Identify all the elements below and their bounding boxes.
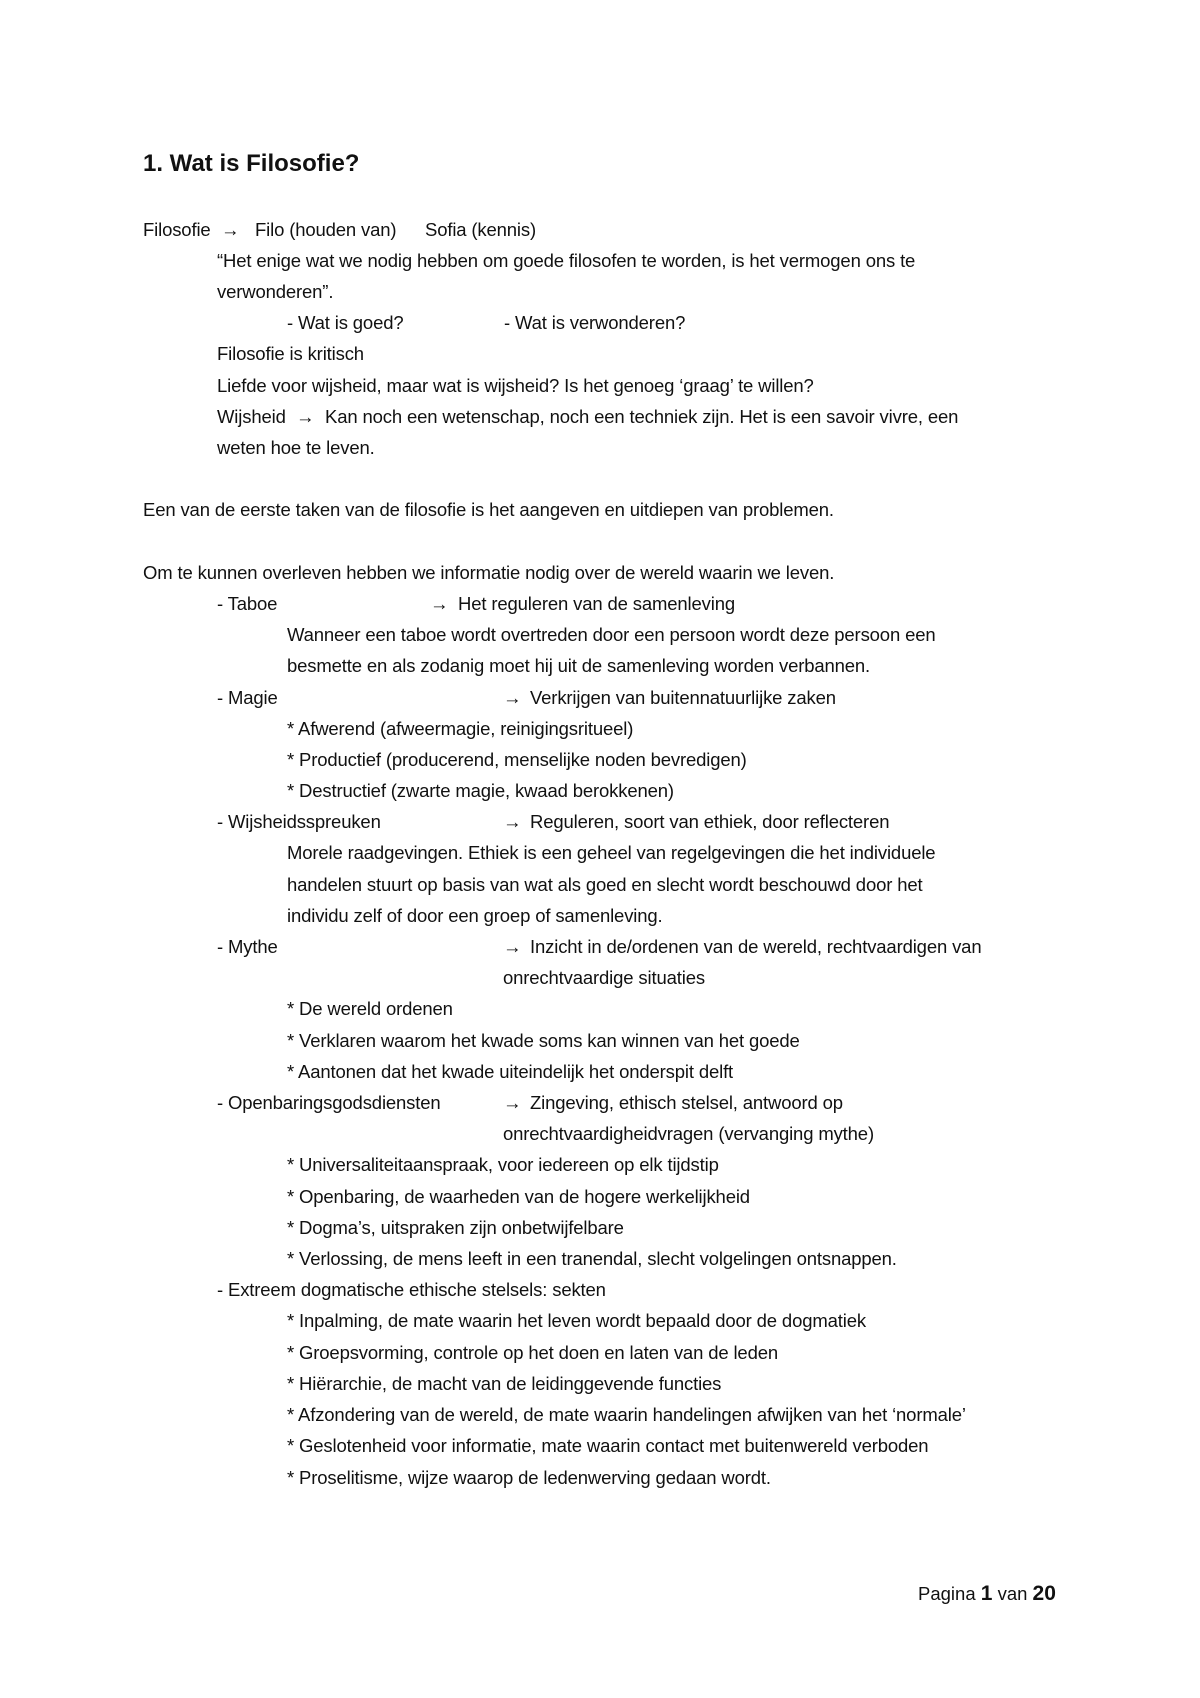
item-revelation-label: - Openbaringsgodsdiensten	[217, 1092, 441, 1113]
item-taboo-desc: Het reguleren van de samenleving	[458, 593, 735, 614]
item-magic-bullet2: * Productief (producerend, menselijke noden bevredigen)	[287, 749, 747, 770]
item-sayings-text2: handelen stuurt op basis van wat als goed en slecht wordt beschouwd door het	[287, 874, 923, 895]
item-sects-bullet1: * Inpalming, de mate waarin het leven wordt bepaald door de dogmatiek	[287, 1310, 866, 1331]
footer-page-word: Pagina	[918, 1583, 976, 1604]
arrow-icon: →	[221, 219, 240, 240]
item-myth-label: - Mythe	[217, 936, 278, 957]
item-revelation-bullet4: * Verlossing, de mens leeft in een tranendal, slecht volgelingen ontsnappen.	[287, 1248, 897, 1269]
item-magic-bullet1: * Afwerend (afweermagie, reinigingsritueel)	[287, 718, 634, 739]
item-sayings-label: - Wijsheidsspreuken	[217, 811, 381, 832]
quote-line1: “Het enige wat we nodig hebben om goede filosofen te worden, is het vermogen ons te	[217, 250, 916, 271]
item-revelation-bullet3: * Dogma’s, uitspraken zijn onbetwijfelbare	[287, 1217, 624, 1238]
etymology-part2: Sofia (kennis)	[425, 219, 537, 240]
arrow-icon: →	[503, 936, 522, 957]
item-taboo-text1: Wanneer een taboe wordt overtreden door een persoon wordt deze persoon een	[287, 624, 936, 645]
love-line: Liefde voor wijsheid, maar wat is wijsheid? Is het genoeg ‘graag’ te willen?	[217, 375, 814, 396]
item-myth-bullet3: * Aantonen dat het kwade uiteindelijk het onderspit delft	[287, 1061, 734, 1082]
item-myth-bullet1: * De wereld ordenen	[287, 998, 453, 1019]
footer-of-word: van	[997, 1583, 1028, 1604]
etymology-word: Filosofie	[143, 219, 211, 240]
item-revelation-bullet2: * Openbaring, de waarheden van de hogere werkelijkheid	[287, 1186, 750, 1207]
item-magic-desc: Verkrijgen van buitennatuurlijke zaken	[530, 687, 836, 708]
item-sects-bullet5: * Geslotenheid voor informatie, mate waarin contact met buitenwereld verboden	[287, 1435, 929, 1456]
item-sects-bullet6: * Proselitisme, wijze waarop de ledenwerving gedaan wordt.	[287, 1467, 771, 1488]
arrow-icon: →	[503, 687, 522, 708]
item-myth-desc1: Inzicht in de/ordenen van de wereld, rechtvaardigen van	[530, 936, 982, 957]
arrow-icon: →	[430, 593, 449, 614]
item-magic-label: - Magie	[217, 687, 278, 708]
item-revelation-bullet1: * Universaliteitaanspraak, voor iedereen op elk tijdstip	[287, 1154, 719, 1175]
page-title: 1. Wat is Filosofie?	[143, 150, 360, 177]
survival-paragraph: Om te kunnen overleven hebben we informatie nodig over de wereld waarin we leven.	[143, 562, 835, 583]
critical-line: Filosofie is kritisch	[217, 343, 364, 364]
wisdom-line2: weten hoe te leven.	[217, 437, 375, 458]
item-sects-label: - Extreem dogmatische ethische stelsels: sekten	[217, 1279, 606, 1300]
etymology-part1: Filo (houden van)	[255, 219, 397, 240]
tasks-paragraph: Een van de eerste taken van de filosofie is het aangeven en uitdiepen van problemen.	[143, 499, 834, 520]
item-revelation-desc1: Zingeving, ethisch stelsel, antwoord op	[530, 1092, 843, 1113]
item-sayings-text3: individu zelf of door een groep of samenleving.	[287, 905, 663, 926]
question-good: - Wat is goed?	[287, 312, 404, 333]
item-myth-desc2: onrechtvaardige situaties	[503, 967, 705, 988]
arrow-icon: →	[503, 1092, 522, 1113]
footer-page-total: 20	[1032, 1582, 1056, 1605]
item-myth-bullet2: * Verklaren waarom het kwade soms kan winnen van het goede	[287, 1030, 800, 1051]
item-sects-bullet2: * Groepsvorming, controle op het doen en laten van de leden	[287, 1342, 778, 1363]
page-number-footer	[918, 1582, 1056, 1606]
item-sects-bullet3: * Hiërarchie, de macht van de leidinggevende functies	[287, 1373, 722, 1394]
item-magic-bullet3: * Destructief (zwarte magie, kwaad berokkenen)	[287, 780, 674, 801]
footer-page-current: 1	[980, 1582, 993, 1605]
item-taboo-label: - Taboe	[217, 593, 278, 614]
item-revelation-desc2: onrechtvaardigheidvragen (vervanging mythe)	[503, 1123, 874, 1144]
wisdom-line1: Kan noch een wetenschap, noch een techniek zijn. Het is een savoir vivre, een	[325, 406, 959, 427]
item-sayings-text1: Morele raadgevingen. Ethiek is een geheel van regelgevingen die het individuele	[287, 842, 936, 863]
quote-line2: verwonderen”.	[217, 281, 334, 302]
arrow-icon: →	[503, 811, 522, 832]
item-taboo-text2: besmette en als zodanig moet hij uit de samenleving worden verbannen.	[287, 655, 871, 676]
item-sayings-desc: Reguleren, soort van ethiek, door reflecteren	[530, 811, 890, 832]
item-sects-bullet4: * Afzondering van de wereld, de mate waarin handelingen afwijken van het ‘normale’	[287, 1404, 966, 1425]
question-wonder: - Wat is verwonderen?	[504, 312, 686, 333]
arrow-icon: →	[296, 406, 315, 427]
wisdom-label: Wijsheid	[217, 406, 286, 427]
